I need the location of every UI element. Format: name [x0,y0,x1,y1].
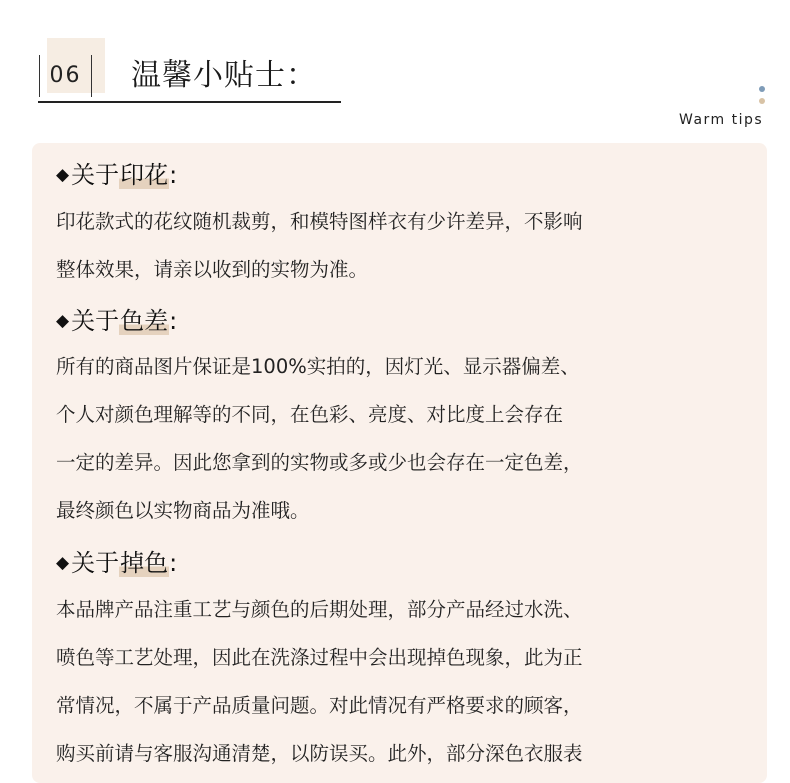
heading-colon: : [169,549,178,577]
section-text-print [56,198,756,294]
text-line: 常情况，不属于产品质量问题。对此情况有严格要求的顾客， [56,694,583,717]
heading-colon: : [169,161,178,189]
section-heading-fading [56,546,177,580]
decorative-dot-blue [759,86,765,92]
decorative-dot-beige [759,98,765,104]
section-number: 06 [39,55,92,97]
heading-highlight: 掉色 [120,549,169,577]
text-line: 购买前请与客服沟通清楚，以防误买。此外，部分深色衣服表 [56,742,583,765]
diamond-bullet-icon: ◆ [56,553,70,573]
section-text-fading [56,586,756,778]
heading-prefix: 关于 [71,549,120,577]
diamond-bullet-icon: ◆ [56,311,70,331]
text-line: 个人对颜色理解等的不同，在色彩、亮度、对比度上会存在 [56,403,564,426]
heading-highlight: 印花 [120,161,169,189]
section-heading-print [56,158,177,192]
heading-colon: : [169,307,178,335]
section-heading-color-difference [56,304,177,338]
page-title: 温馨小贴士： [131,58,317,93]
subtitle: Warm tips [679,112,764,128]
text-line: 所有的商品图片保证是100%实拍的，因灯光、显示器偏差、 [56,355,580,378]
text-line: 印花款式的花纹随机裁剪，和模特图样衣有少许差异，不影响 [56,210,583,233]
heading-highlight: 色差 [120,307,169,335]
text-line: 最终颜色以实物商品为准哦。 [56,499,310,522]
section-text-color-difference [56,343,756,535]
text-line: 本品牌产品注重工艺与颜色的后期处理，部分产品经过水洗、 [56,598,583,621]
title-underline [38,101,341,103]
heading-prefix: 关于 [71,307,120,335]
text-line: 喷色等工艺处理，因此在洗涤过程中会出现掉色现象，此为正 [56,646,583,669]
heading-prefix: 关于 [71,161,120,189]
text-line: 一定的差异。因此您拿到的实物或多或少也会存在一定色差， [56,451,583,474]
text-line: 整体效果，请亲以收到的实物为准。 [56,258,369,281]
diamond-bullet-icon: ◆ [56,165,70,185]
